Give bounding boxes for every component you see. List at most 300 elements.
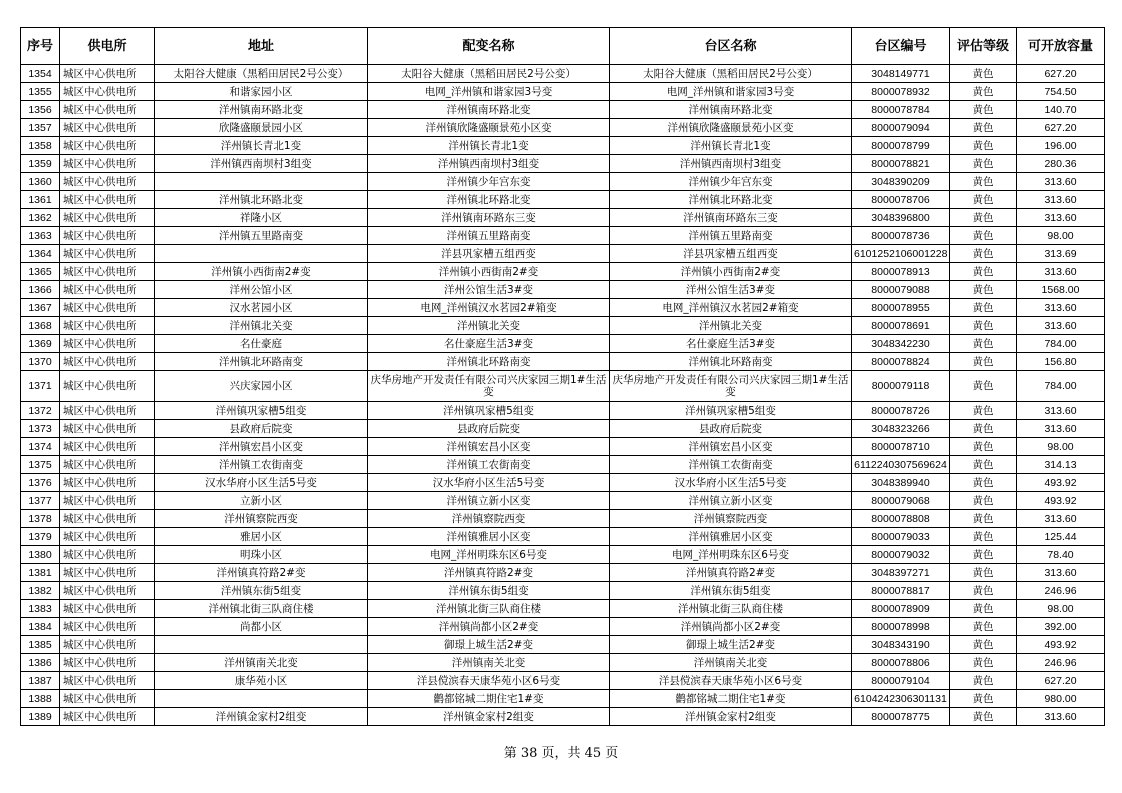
capacity-cell: 125.44	[1017, 528, 1105, 546]
address-cell: 洋州镇北关变	[155, 317, 368, 335]
table-row	[21, 564, 1105, 582]
address-cell: 洋州镇察院西变	[155, 510, 368, 528]
area-name-cell: 鹳都铭城二期住宅1#变	[610, 690, 852, 708]
address-cell: 洋州镇巩家槽5组变	[155, 402, 368, 420]
transformer-name-cell: 洋州镇工农街南变	[368, 456, 610, 474]
grade-cell: 黄色	[950, 510, 1017, 528]
capacity-cell: 196.00	[1017, 137, 1105, 155]
area-name-cell: 洋州镇南关北变	[610, 654, 852, 672]
capacity-cell: 1568.00	[1017, 281, 1105, 299]
table-row	[21, 438, 1105, 456]
capacity-cell: 246.96	[1017, 654, 1105, 672]
table-row	[21, 528, 1105, 546]
transformer-name-cell: 电网_洋州明珠东区6号变	[368, 546, 610, 564]
area-code-cell: 8000078706	[852, 191, 950, 209]
area-code-cell: 3048389940	[852, 474, 950, 492]
header-address: 地址	[155, 28, 368, 65]
table-row	[21, 371, 1105, 402]
area-name-cell: 洋州镇欣隆盛颐景苑小区变	[610, 119, 852, 137]
row-index-cell: 1366	[21, 281, 60, 299]
table-row	[21, 173, 1105, 191]
table-row	[21, 317, 1105, 335]
transformer-name-cell: 电网_洋州镇汉水茗园2#箱变	[368, 299, 610, 317]
area-code-cell: 8000078824	[852, 353, 950, 371]
row-index-cell: 1369	[21, 335, 60, 353]
capacity-table	[20, 27, 1105, 726]
office-cell: 城区中心供电所	[60, 299, 155, 317]
header-transformer: 配变名称	[368, 28, 610, 65]
grade-cell: 黄色	[950, 708, 1017, 726]
address-cell: 洋州公馆小区	[155, 281, 368, 299]
address-cell: 名仕豪庭	[155, 335, 368, 353]
grade-cell: 黄色	[950, 119, 1017, 137]
grade-cell: 黄色	[950, 420, 1017, 438]
row-index-cell: 1358	[21, 137, 60, 155]
office-cell: 城区中心供电所	[60, 281, 155, 299]
capacity-cell: 392.00	[1017, 618, 1105, 636]
area-name-cell: 电网_洋州镇汉水茗园2#箱变	[610, 299, 852, 317]
capacity-cell: 493.92	[1017, 636, 1105, 654]
office-cell: 城区中心供电所	[60, 672, 155, 690]
area-code-cell: 6101252106001228	[852, 245, 950, 263]
grade-cell: 黄色	[950, 528, 1017, 546]
table-row	[21, 227, 1105, 245]
area-name-cell: 洋州镇真符路2#变	[610, 564, 852, 582]
row-index-cell: 1363	[21, 227, 60, 245]
capacity-cell: 627.20	[1017, 65, 1105, 83]
transformer-name-cell: 名仕豪庭生活3#变	[368, 335, 610, 353]
office-cell: 城区中心供电所	[60, 83, 155, 101]
transformer-name-cell: 洋州镇北环路南变	[368, 353, 610, 371]
area-name-cell: 洋州镇东街5组变	[610, 582, 852, 600]
area-name-cell: 洋州镇五里路南变	[610, 227, 852, 245]
area-name-cell: 洋州镇立新小区变	[610, 492, 852, 510]
row-index-cell: 1371	[21, 371, 60, 402]
table-row	[21, 65, 1105, 83]
office-cell: 城区中心供电所	[60, 456, 155, 474]
address-cell: 汉水华府小区生活5号变	[155, 474, 368, 492]
address-cell: 洋州镇真符路2#变	[155, 564, 368, 582]
area-name-cell: 洋州镇长青北1变	[610, 137, 852, 155]
header-grade: 评估等级	[950, 28, 1017, 65]
transformer-name-cell: 洋州镇北环路北变	[368, 191, 610, 209]
transformer-name-cell: 洋州镇南关北变	[368, 654, 610, 672]
row-index-cell: 1373	[21, 420, 60, 438]
grade-cell: 黄色	[950, 353, 1017, 371]
address-cell: 县政府后院变	[155, 420, 368, 438]
table-row	[21, 137, 1105, 155]
capacity-cell: 98.00	[1017, 438, 1105, 456]
row-index-cell: 1385	[21, 636, 60, 654]
page-number-label: 第 38 页，共 45 页	[503, 746, 619, 761]
area-name-cell: 洋州镇西南坝村3组变	[610, 155, 852, 173]
transformer-name-cell: 洋州镇察院西变	[368, 510, 610, 528]
transformer-name-cell: 洋州镇少年宫东变	[368, 173, 610, 191]
table-row	[21, 510, 1105, 528]
row-index-cell: 1361	[21, 191, 60, 209]
address-cell: 洋州镇长青北1变	[155, 137, 368, 155]
table-row	[21, 672, 1105, 690]
capacity-cell: 754.50	[1017, 83, 1105, 101]
transformer-name-cell: 洋州镇小西街南2#变	[368, 263, 610, 281]
row-index-cell: 1387	[21, 672, 60, 690]
area-name-cell: 洋州镇察院西变	[610, 510, 852, 528]
row-index-cell: 1355	[21, 83, 60, 101]
transformer-name-cell: 洋州镇西南坝村3组变	[368, 155, 610, 173]
grade-cell: 黄色	[950, 600, 1017, 618]
table-row	[21, 492, 1105, 510]
grade-cell: 黄色	[950, 672, 1017, 690]
row-index-cell: 1370	[21, 353, 60, 371]
office-cell: 城区中心供电所	[60, 155, 155, 173]
row-index-cell: 1374	[21, 438, 60, 456]
transformer-name-cell: 御璟上城生活2#变	[368, 636, 610, 654]
row-index-cell: 1388	[21, 690, 60, 708]
row-index-cell: 1383	[21, 600, 60, 618]
row-index-cell: 1354	[21, 65, 60, 83]
grade-cell: 黄色	[950, 245, 1017, 263]
row-index-cell: 1386	[21, 654, 60, 672]
grade-cell: 黄色	[950, 546, 1017, 564]
area-name-cell: 县政府后院变	[610, 420, 852, 438]
row-index-cell: 1382	[21, 582, 60, 600]
table-row	[21, 335, 1105, 353]
address-cell: 洋州镇北街三队商住楼	[155, 600, 368, 618]
area-name-cell: 洋州镇金家村2组变	[610, 708, 852, 726]
office-cell: 城区中心供电所	[60, 510, 155, 528]
capacity-cell: 313.60	[1017, 173, 1105, 191]
row-index-cell: 1367	[21, 299, 60, 317]
grade-cell: 黄色	[950, 492, 1017, 510]
address-cell: 洋州镇北环路南变	[155, 353, 368, 371]
grade-cell: 黄色	[950, 636, 1017, 654]
row-index-cell: 1365	[21, 263, 60, 281]
grade-cell: 黄色	[950, 335, 1017, 353]
capacity-cell: 313.60	[1017, 191, 1105, 209]
area-code-cell: 8000078736	[852, 227, 950, 245]
row-index-cell: 1379	[21, 528, 60, 546]
table-body	[21, 65, 1105, 726]
row-index-cell: 1362	[21, 209, 60, 227]
address-cell	[155, 636, 368, 654]
area-name-cell: 洋县傥滨春天康华苑小区6号变	[610, 672, 852, 690]
area-code-cell: 8000079088	[852, 281, 950, 299]
office-cell: 城区中心供电所	[60, 137, 155, 155]
address-cell	[155, 173, 368, 191]
area-code-cell: 8000079104	[852, 672, 950, 690]
row-index-cell: 1376	[21, 474, 60, 492]
area-name-cell: 洋州镇北关变	[610, 317, 852, 335]
transformer-name-cell: 太阳谷大健康（黑稻田居民2号公变）	[368, 65, 610, 83]
area-name-cell: 洋州镇南环路东三变	[610, 209, 852, 227]
area-code-cell: 8000079032	[852, 546, 950, 564]
address-cell: 兴庆家园小区	[155, 371, 368, 402]
area-code-cell: 6104242306301131	[852, 690, 950, 708]
address-cell: 欣隆盛颐景园小区	[155, 119, 368, 137]
office-cell: 城区中心供电所	[60, 353, 155, 371]
area-name-cell: 汉水华府小区生活5号变	[610, 474, 852, 492]
area-code-cell: 8000078817	[852, 582, 950, 600]
capacity-cell: 313.60	[1017, 317, 1105, 335]
grade-cell: 黄色	[950, 65, 1017, 83]
grade-cell: 黄色	[950, 227, 1017, 245]
area-code-cell: 8000078998	[852, 618, 950, 636]
area-name-cell: 庆华房地产开发责任有限公司兴庆家园三期1#生活变	[610, 371, 852, 402]
address-cell: 洋州镇北环路北变	[155, 191, 368, 209]
grade-cell: 黄色	[950, 83, 1017, 101]
address-cell: 洋州镇南关北变	[155, 654, 368, 672]
transformer-name-cell: 洋州镇立新小区变	[368, 492, 610, 510]
capacity-cell: 627.20	[1017, 672, 1105, 690]
area-code-cell: 8000078799	[852, 137, 950, 155]
area-name-cell: 电网_洋州明珠东区6号变	[610, 546, 852, 564]
area-name-cell: 洋州镇巩家槽5组变	[610, 402, 852, 420]
address-cell: 洋州镇金家村2组变	[155, 708, 368, 726]
row-index-cell: 1384	[21, 618, 60, 636]
grade-cell: 黄色	[950, 474, 1017, 492]
area-code-cell: 8000078932	[852, 83, 950, 101]
transformer-name-cell: 洋县傥滨春天康华苑小区6号变	[368, 672, 610, 690]
office-cell: 城区中心供电所	[60, 227, 155, 245]
transformer-name-cell: 洋州公馆生活3#变	[368, 281, 610, 299]
capacity-cell: 627.20	[1017, 119, 1105, 137]
office-cell: 城区中心供电所	[60, 438, 155, 456]
table-row	[21, 299, 1105, 317]
transformer-name-cell: 汉水华府小区生活5号变	[368, 474, 610, 492]
area-code-cell: 3048397271	[852, 564, 950, 582]
area-name-cell: 洋州镇小西街南2#变	[610, 263, 852, 281]
area-code-cell: 8000078955	[852, 299, 950, 317]
capacity-cell: 493.92	[1017, 474, 1105, 492]
area-name-cell: 电网_洋州镇和谐家园3号变	[610, 83, 852, 101]
grade-cell: 黄色	[950, 281, 1017, 299]
office-cell: 城区中心供电所	[60, 618, 155, 636]
transformer-name-cell: 鹳都铭城二期住宅1#变	[368, 690, 610, 708]
area-code-cell: 8000078909	[852, 600, 950, 618]
transformer-name-cell: 洋州镇北关变	[368, 317, 610, 335]
area-code-cell: 6112240307569624	[852, 456, 950, 474]
area-code-cell: 3048323266	[852, 420, 950, 438]
grade-cell: 黄色	[950, 101, 1017, 119]
grade-cell: 黄色	[950, 438, 1017, 456]
row-index-cell: 1389	[21, 708, 60, 726]
capacity-cell: 140.70	[1017, 101, 1105, 119]
address-cell	[155, 690, 368, 708]
capacity-cell: 313.60	[1017, 510, 1105, 528]
transformer-name-cell: 洋州镇东街5组变	[368, 582, 610, 600]
capacity-cell: 314.13	[1017, 456, 1105, 474]
capacity-cell: 280.36	[1017, 155, 1105, 173]
table-row	[21, 119, 1105, 137]
header-area-code: 台区编号	[852, 28, 950, 65]
grade-cell: 黄色	[950, 690, 1017, 708]
area-code-cell: 8000079118	[852, 371, 950, 402]
grade-cell: 黄色	[950, 456, 1017, 474]
table-row	[21, 83, 1105, 101]
office-cell: 城区中心供电所	[60, 690, 155, 708]
address-cell: 立新小区	[155, 492, 368, 510]
capacity-cell: 784.00	[1017, 335, 1105, 353]
address-cell: 康华苑小区	[155, 672, 368, 690]
capacity-cell: 313.60	[1017, 263, 1105, 281]
capacity-cell: 313.60	[1017, 299, 1105, 317]
address-cell: 明珠小区	[155, 546, 368, 564]
office-cell: 城区中心供电所	[60, 371, 155, 402]
transformer-name-cell: 洋州镇南环路北变	[368, 101, 610, 119]
office-cell: 城区中心供电所	[60, 263, 155, 281]
transformer-name-cell: 洋县巩家槽五组西变	[368, 245, 610, 263]
office-cell: 城区中心供电所	[60, 335, 155, 353]
address-cell: 洋州镇南环路北变	[155, 101, 368, 119]
area-name-cell: 洋州镇北街三队商住楼	[610, 600, 852, 618]
table-row	[21, 191, 1105, 209]
transformer-name-cell: 洋州镇宏昌小区变	[368, 438, 610, 456]
area-code-cell: 8000079094	[852, 119, 950, 137]
grade-cell: 黄色	[950, 173, 1017, 191]
header-area-name: 台区名称	[610, 28, 852, 65]
area-code-cell: 8000079068	[852, 492, 950, 510]
table-row	[21, 546, 1105, 564]
office-cell: 城区中心供电所	[60, 209, 155, 227]
capacity-cell: 980.00	[1017, 690, 1105, 708]
area-name-cell: 御璟上城生活2#变	[610, 636, 852, 654]
office-cell: 城区中心供电所	[60, 245, 155, 263]
grade-cell: 黄色	[950, 299, 1017, 317]
area-name-cell: 洋州镇雅居小区变	[610, 528, 852, 546]
page-footer	[0, 742, 1122, 761]
area-code-cell: 8000078808	[852, 510, 950, 528]
address-cell	[155, 245, 368, 263]
office-cell: 城区中心供电所	[60, 654, 155, 672]
header-office: 供电所	[60, 28, 155, 65]
transformer-name-cell: 庆华房地产开发责任有限公司兴庆家园三期1#生活变	[368, 371, 610, 402]
office-cell: 城区中心供电所	[60, 564, 155, 582]
row-index-cell: 1360	[21, 173, 60, 191]
address-cell: 洋州镇宏昌小区变	[155, 438, 368, 456]
area-name-cell: 洋州镇少年宫东变	[610, 173, 852, 191]
grade-cell: 黄色	[950, 371, 1017, 402]
transformer-name-cell: 洋州镇五里路南变	[368, 227, 610, 245]
row-index-cell: 1380	[21, 546, 60, 564]
grade-cell: 黄色	[950, 654, 1017, 672]
area-code-cell: 8000078821	[852, 155, 950, 173]
area-name-cell: 洋州镇北环路南变	[610, 353, 852, 371]
header-index: 序号	[21, 28, 60, 65]
area-code-cell: 8000078806	[852, 654, 950, 672]
transformer-name-cell: 洋州镇巩家槽5组变	[368, 402, 610, 420]
row-index-cell: 1368	[21, 317, 60, 335]
address-cell: 洋州镇五里路南变	[155, 227, 368, 245]
office-cell: 城区中心供电所	[60, 65, 155, 83]
table-row	[21, 402, 1105, 420]
header-capacity: 可开放容量	[1017, 28, 1105, 65]
grade-cell: 黄色	[950, 564, 1017, 582]
capacity-cell: 313.60	[1017, 420, 1105, 438]
office-cell: 城区中心供电所	[60, 600, 155, 618]
grade-cell: 黄色	[950, 263, 1017, 281]
capacity-cell: 313.60	[1017, 564, 1105, 582]
area-name-cell: 洋州镇工农街南变	[610, 456, 852, 474]
row-index-cell: 1378	[21, 510, 60, 528]
capacity-cell: 313.60	[1017, 402, 1105, 420]
table-row	[21, 155, 1105, 173]
grade-cell: 黄色	[950, 191, 1017, 209]
area-code-cell: 8000078784	[852, 101, 950, 119]
transformer-name-cell: 洋州镇雅居小区变	[368, 528, 610, 546]
area-code-cell: 8000078775	[852, 708, 950, 726]
row-index-cell: 1356	[21, 101, 60, 119]
row-index-cell: 1372	[21, 402, 60, 420]
area-name-cell: 太阳谷大健康（黑稻田居民2号公变）	[610, 65, 852, 83]
capacity-cell: 246.96	[1017, 582, 1105, 600]
grade-cell: 黄色	[950, 402, 1017, 420]
transformer-name-cell: 洋州镇北街三队商住楼	[368, 600, 610, 618]
office-cell: 城区中心供电所	[60, 528, 155, 546]
grade-cell: 黄色	[950, 618, 1017, 636]
address-cell: 汉水茗园小区	[155, 299, 368, 317]
row-index-cell: 1377	[21, 492, 60, 510]
capacity-cell: 493.92	[1017, 492, 1105, 510]
row-index-cell: 1381	[21, 564, 60, 582]
area-code-cell: 3048396800	[852, 209, 950, 227]
table-row	[21, 708, 1105, 726]
address-cell: 洋州镇东街5组变	[155, 582, 368, 600]
office-cell: 城区中心供电所	[60, 708, 155, 726]
office-cell: 城区中心供电所	[60, 119, 155, 137]
transformer-name-cell: 电网_洋州镇和谐家园3号变	[368, 83, 610, 101]
capacity-cell: 156.80	[1017, 353, 1105, 371]
address-cell: 雅居小区	[155, 528, 368, 546]
row-index-cell: 1357	[21, 119, 60, 137]
area-code-cell: 3048390209	[852, 173, 950, 191]
area-name-cell: 洋州镇南环路北变	[610, 101, 852, 119]
office-cell: 城区中心供电所	[60, 317, 155, 335]
address-cell: 洋州镇小西街南2#变	[155, 263, 368, 281]
office-cell: 城区中心供电所	[60, 173, 155, 191]
office-cell: 城区中心供电所	[60, 420, 155, 438]
capacity-cell: 313.69	[1017, 245, 1105, 263]
transformer-name-cell: 洋州镇欣隆盛颐景苑小区变	[368, 119, 610, 137]
address-cell: 洋州镇工农街南变	[155, 456, 368, 474]
capacity-cell: 98.00	[1017, 600, 1105, 618]
table-row	[21, 209, 1105, 227]
row-index-cell: 1364	[21, 245, 60, 263]
table-row	[21, 281, 1105, 299]
table-row	[21, 474, 1105, 492]
transformer-name-cell: 洋州镇长青北1变	[368, 137, 610, 155]
address-cell: 洋州镇西南坝村3组变	[155, 155, 368, 173]
area-code-cell: 8000079033	[852, 528, 950, 546]
capacity-cell: 78.40	[1017, 546, 1105, 564]
table-row	[21, 353, 1105, 371]
area-name-cell: 洋州镇北环路北变	[610, 191, 852, 209]
area-code-cell: 8000078710	[852, 438, 950, 456]
area-name-cell: 洋州镇宏昌小区变	[610, 438, 852, 456]
address-cell: 祥隆小区	[155, 209, 368, 227]
grade-cell: 黄色	[950, 317, 1017, 335]
office-cell: 城区中心供电所	[60, 474, 155, 492]
transformer-name-cell: 县政府后院变	[368, 420, 610, 438]
grade-cell: 黄色	[950, 155, 1017, 173]
capacity-cell: 98.00	[1017, 227, 1105, 245]
area-name-cell: 洋县巩家槽五组西变	[610, 245, 852, 263]
table-row	[21, 582, 1105, 600]
grade-cell: 黄色	[950, 209, 1017, 227]
area-code-cell: 3048149771	[852, 65, 950, 83]
transformer-name-cell: 洋州镇真符路2#变	[368, 564, 610, 582]
table-row	[21, 600, 1105, 618]
area-code-cell: 8000078913	[852, 263, 950, 281]
